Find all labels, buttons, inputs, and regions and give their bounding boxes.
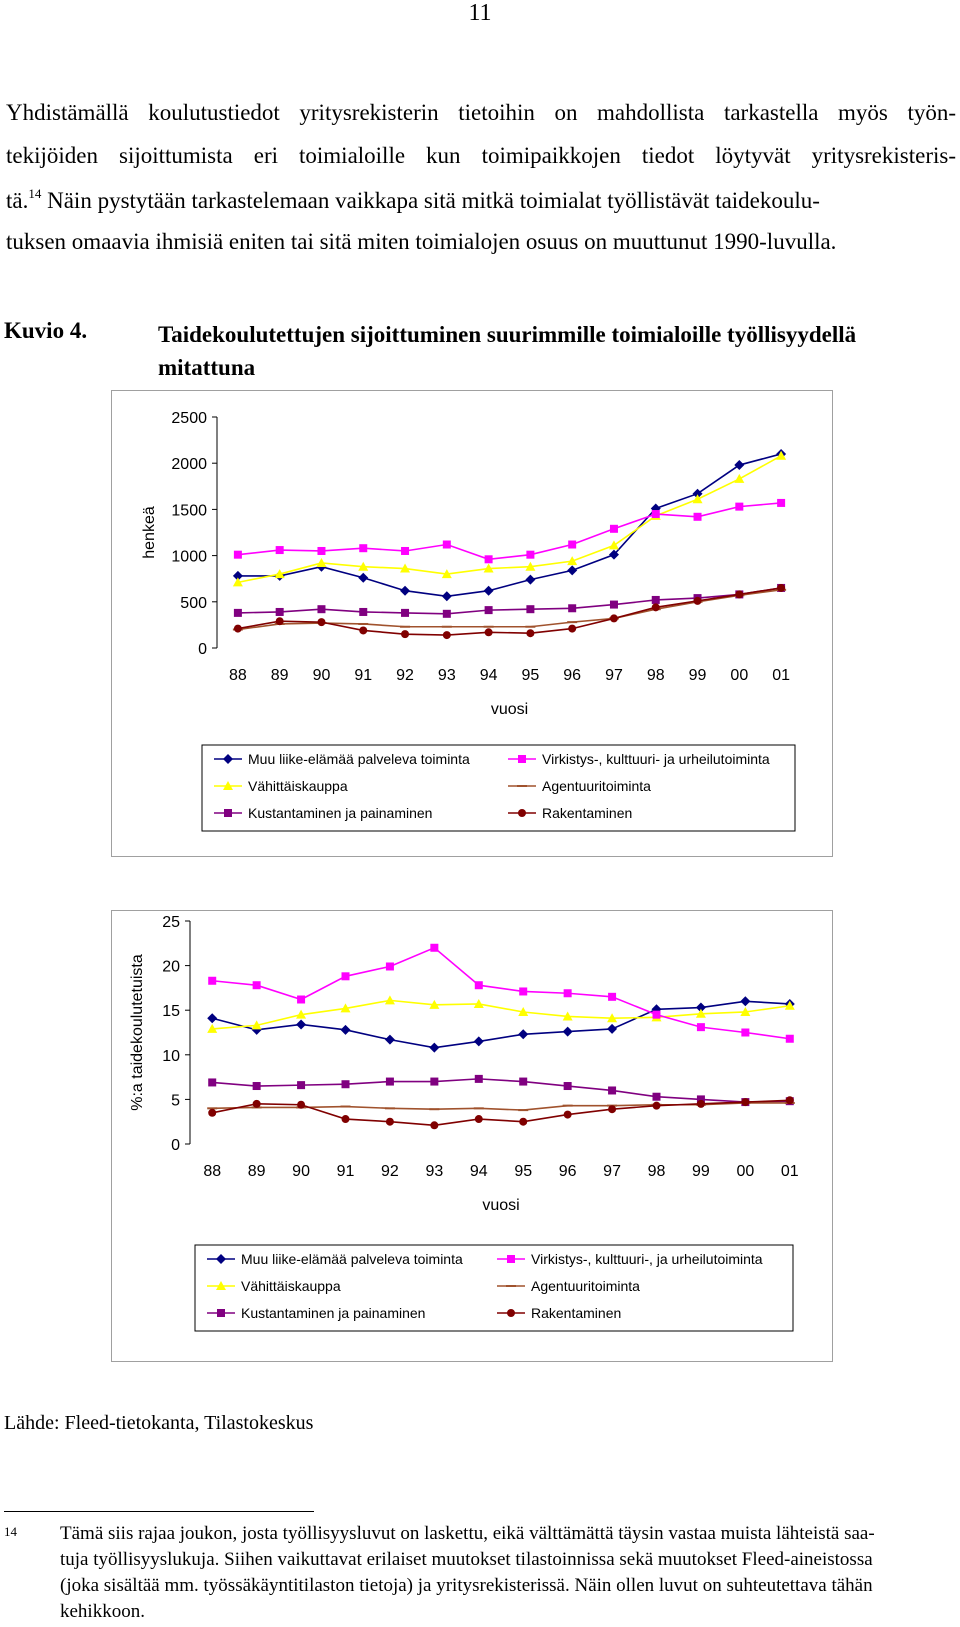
- x-tick-label: 88: [228, 667, 247, 684]
- x-tick-label: 94: [479, 667, 498, 684]
- data-point-marker: [429, 1043, 439, 1053]
- x-tick-label: 93: [437, 667, 456, 684]
- data-point-marker: [385, 1035, 395, 1045]
- legend-label: Muu liike-elämää palveleva toiminta: [248, 751, 470, 767]
- y-tick-label: 15: [162, 1003, 180, 1021]
- legend-label: Virkistys-, kulttuuri- ja urheilutoiminta: [542, 751, 770, 767]
- y-tick-label: 1500: [171, 502, 207, 520]
- data-point-marker: [386, 962, 394, 970]
- footnote-line: (joka sisältää mm. työssäkäyntitilaston tietoja) ja yritysrekisterissä. Näin ollen luvut on suhteutettava tähän: [60, 1575, 873, 1596]
- data-point-marker: [401, 547, 409, 555]
- x-axis-title: vuosi: [482, 1197, 520, 1214]
- data-point-marker: [386, 1078, 394, 1086]
- footnote-line: kehikkoon.: [60, 1601, 145, 1622]
- y-tick-label: 0: [171, 1137, 180, 1154]
- chart-2-svg: [112, 911, 832, 1361]
- data-point-marker: [694, 597, 702, 605]
- data-point-marker: [430, 1078, 438, 1086]
- data-point-marker: [342, 972, 350, 980]
- x-tick-label: 89: [247, 1163, 266, 1180]
- y-tick-label: 20: [162, 958, 180, 976]
- data-point-marker: [519, 1078, 527, 1086]
- y-tick-label: 1000: [171, 548, 207, 566]
- data-point-marker: [217, 1309, 225, 1317]
- legend-label: Kustantaminen ja painaminen: [248, 805, 433, 821]
- chart-2-frame: [111, 910, 833, 1362]
- data-point-marker: [734, 460, 744, 470]
- data-point-marker: [519, 987, 527, 995]
- data-point-marker: [253, 1100, 261, 1108]
- data-point-marker: [358, 573, 368, 583]
- x-tick-label: 96: [563, 667, 582, 684]
- data-point-marker: [342, 1080, 350, 1088]
- y-axis-title: henkeä: [141, 506, 158, 559]
- x-tick-label: 93: [425, 1163, 444, 1180]
- figure-label: Kuvio 4.: [4, 318, 88, 343]
- figure-source: Lähde: Fleed-tietokanta, Tilastokeskus: [4, 1412, 314, 1434]
- data-point-marker: [208, 1109, 216, 1117]
- data-point-marker: [317, 618, 325, 626]
- data-point-marker: [526, 605, 534, 613]
- chart-1-svg: [112, 391, 832, 856]
- data-point-marker: [734, 474, 744, 483]
- data-point-marker: [316, 558, 326, 567]
- x-tick-label: 90: [292, 1163, 310, 1180]
- y-tick-label: 10: [162, 1047, 180, 1065]
- data-point-marker: [653, 1102, 661, 1110]
- y-tick-label: 2000: [171, 456, 207, 474]
- data-point-marker: [234, 609, 242, 617]
- y-tick-label: 0: [198, 641, 207, 658]
- data-point-marker: [564, 989, 572, 997]
- data-point-marker: [741, 1029, 749, 1037]
- footnote-line: tuja työllisyyslukuja. Siihen vaikuttavat erilaiset muutokset tilastoinnissa sekä muutokset Fleed-aineistossa: [60, 1549, 873, 1570]
- data-point-marker: [653, 1093, 661, 1101]
- data-point-marker: [276, 546, 284, 554]
- x-tick-label: 01: [780, 1163, 799, 1180]
- chart-1-frame: [111, 390, 833, 857]
- y-tick-label: 25: [162, 914, 180, 931]
- data-point-marker: [786, 1035, 794, 1043]
- data-point-marker: [359, 544, 367, 552]
- data-point-marker: [507, 1309, 515, 1317]
- footnote-divider: [4, 1511, 314, 1512]
- footnote-reference: 14: [28, 186, 42, 201]
- data-point-marker: [401, 630, 409, 638]
- data-point-marker: [484, 586, 494, 596]
- data-point-marker: [359, 626, 367, 634]
- data-point-marker: [253, 1082, 261, 1090]
- x-tick-label: 98: [646, 667, 665, 684]
- x-tick-label: 92: [396, 667, 414, 684]
- legend-label: Agentuuritoiminta: [531, 1278, 640, 1294]
- data-point-marker: [442, 591, 452, 601]
- data-point-marker: [485, 628, 493, 636]
- legend-label: Vähittäiskauppa: [248, 778, 348, 794]
- legend-label: Virkistys-, kulttuuri-, ja urheilutoiminta: [531, 1251, 763, 1267]
- data-point-marker: [297, 1101, 305, 1109]
- data-point-marker: [430, 944, 438, 952]
- x-tick-label: 99: [692, 1163, 710, 1180]
- data-point-marker: [475, 981, 483, 989]
- data-point-marker: [518, 755, 526, 763]
- paragraph-text: tä.: [6, 188, 29, 213]
- data-point-marker: [430, 1121, 438, 1129]
- data-point-marker: [652, 510, 660, 518]
- data-point-marker: [786, 1096, 794, 1104]
- data-point-marker: [741, 1098, 749, 1106]
- data-point-marker: [317, 605, 325, 613]
- data-point-marker: [485, 555, 493, 563]
- data-point-marker: [653, 1011, 661, 1019]
- x-tick-label: 91: [354, 667, 373, 684]
- legend-label: Kustantaminen ja painaminen: [241, 1305, 426, 1321]
- x-tick-label: 98: [647, 1163, 666, 1180]
- data-point-marker: [317, 547, 325, 555]
- data-point-marker: [297, 1081, 305, 1089]
- data-point-marker: [652, 596, 660, 604]
- x-tick-label: 92: [381, 1163, 399, 1180]
- y-axis-title: %:a taidekoulutetuista: [129, 954, 146, 1111]
- data-point-marker: [610, 601, 618, 609]
- x-axis-title: vuosi: [490, 701, 529, 718]
- data-point-marker: [207, 1013, 217, 1023]
- data-point-marker: [253, 981, 261, 989]
- legend-label: Vähittäiskauppa: [241, 1278, 341, 1294]
- legend-label: Muu liike-elämää palveleva toiminta: [241, 1251, 463, 1267]
- data-point-marker: [234, 625, 242, 633]
- legend-label: Rakentaminen: [542, 805, 633, 821]
- data-point-marker: [234, 551, 242, 559]
- x-tick-label: 94: [469, 1163, 488, 1180]
- y-tick-label: 2500: [171, 410, 207, 427]
- data-point-marker: [208, 977, 216, 985]
- data-point-marker: [740, 996, 750, 1006]
- page-number: 11: [468, 0, 492, 26]
- paragraph-line: Yhdistämällä koulutustiedot yritysrekisterin tietoihin on mahdollista tarkastella myös työn-: [6, 100, 956, 125]
- data-point-marker: [443, 541, 451, 549]
- data-point-marker: [297, 995, 305, 1003]
- footnote-number: 14: [4, 1524, 17, 1539]
- data-point-marker: [607, 1024, 617, 1034]
- data-point-marker: [563, 1027, 573, 1037]
- data-point-marker: [276, 617, 284, 625]
- data-point-marker: [507, 1255, 515, 1263]
- data-point-marker: [694, 513, 702, 521]
- data-point-marker: [443, 610, 451, 618]
- x-tick-label: 97: [605, 667, 623, 684]
- data-point-marker: [208, 1078, 216, 1086]
- x-tick-label: 89: [270, 667, 289, 684]
- footnote-line: Tämä siis rajaa joukon, josta työllisyysluvut on laskettu, eikä välttämättä täysin vastaa muista lähteistä saa-: [60, 1523, 875, 1544]
- data-point-marker: [400, 586, 410, 596]
- legend-label: Agentuuritoiminta: [542, 778, 651, 794]
- x-tick-label: 90: [312, 667, 331, 684]
- x-tick-label: 95: [521, 667, 540, 684]
- data-point-marker: [777, 584, 785, 592]
- x-tick-label: 01: [772, 667, 791, 684]
- data-point-marker: [386, 1118, 394, 1126]
- data-point-marker: [735, 590, 743, 598]
- data-point-marker: [401, 609, 409, 617]
- data-point-marker: [568, 625, 576, 633]
- data-point-marker: [475, 1075, 483, 1083]
- data-point-marker: [518, 1029, 528, 1039]
- paragraph-text: Näin pystytään tarkastelemaan vaikkapa sitä mitkä toimialat työllistävät taidekoulu-: [41, 188, 820, 213]
- x-tick-label: 95: [514, 1163, 533, 1180]
- data-point-marker: [652, 603, 660, 611]
- y-tick-label: 500: [180, 594, 207, 612]
- data-point-marker: [276, 608, 284, 616]
- x-tick-label: 99: [688, 667, 707, 684]
- data-point-marker: [735, 503, 743, 511]
- x-tick-label: 00: [736, 1163, 755, 1180]
- paragraph-line: tuksen omaavia ihmisiä eniten tai sitä miten toimialojen osuus on muuttunut 1990-luvulla.: [6, 229, 837, 254]
- data-point-marker: [568, 541, 576, 549]
- data-point-marker: [518, 809, 526, 817]
- data-point-marker: [342, 1115, 350, 1123]
- data-point-marker: [610, 525, 618, 533]
- data-point-marker: [485, 606, 493, 614]
- data-point-marker: [697, 1100, 705, 1108]
- data-point-marker: [609, 540, 619, 549]
- y-tick-label: 5: [171, 1092, 180, 1110]
- data-point-marker: [526, 551, 534, 559]
- figure-title: Taidekoulutettujen sijoittuminen suurimmille toimialoille työllisyydellä mitattuna: [158, 322, 857, 380]
- paragraph-line: [6, 186, 820, 214]
- data-point-marker: [568, 604, 576, 612]
- x-tick-label: 96: [558, 1163, 577, 1180]
- series-line: [238, 454, 781, 596]
- data-point-marker: [608, 993, 616, 1001]
- data-point-marker: [474, 1036, 484, 1046]
- data-point-marker: [519, 1118, 527, 1126]
- data-point-marker: [224, 809, 232, 817]
- data-point-marker: [359, 608, 367, 616]
- data-point-marker: [777, 499, 785, 507]
- x-tick-label: 97: [603, 1163, 621, 1180]
- data-point-marker: [296, 1019, 306, 1029]
- data-point-marker: [443, 631, 451, 639]
- data-point-marker: [608, 1105, 616, 1113]
- data-point-marker: [526, 629, 534, 637]
- data-point-marker: [525, 575, 535, 585]
- data-point-marker: [697, 1023, 705, 1031]
- data-point-marker: [385, 995, 395, 1004]
- data-point-marker: [610, 614, 618, 622]
- data-point-marker: [341, 1025, 351, 1035]
- data-point-marker: [608, 1086, 616, 1094]
- data-point-marker: [564, 1082, 572, 1090]
- data-point-marker: [564, 1111, 572, 1119]
- x-tick-label: 88: [203, 1163, 222, 1180]
- data-point-marker: [567, 565, 577, 575]
- data-point-marker: [475, 1115, 483, 1123]
- legend-label: Rakentaminen: [531, 1305, 622, 1321]
- paragraph-line: tekijöiden sijoittumista eri toimialoille kun toimipaikkojen tiedot löytyvät yritysrekisteris-: [6, 143, 956, 168]
- x-tick-label: 91: [336, 1163, 355, 1180]
- x-tick-label: 00: [730, 667, 749, 684]
